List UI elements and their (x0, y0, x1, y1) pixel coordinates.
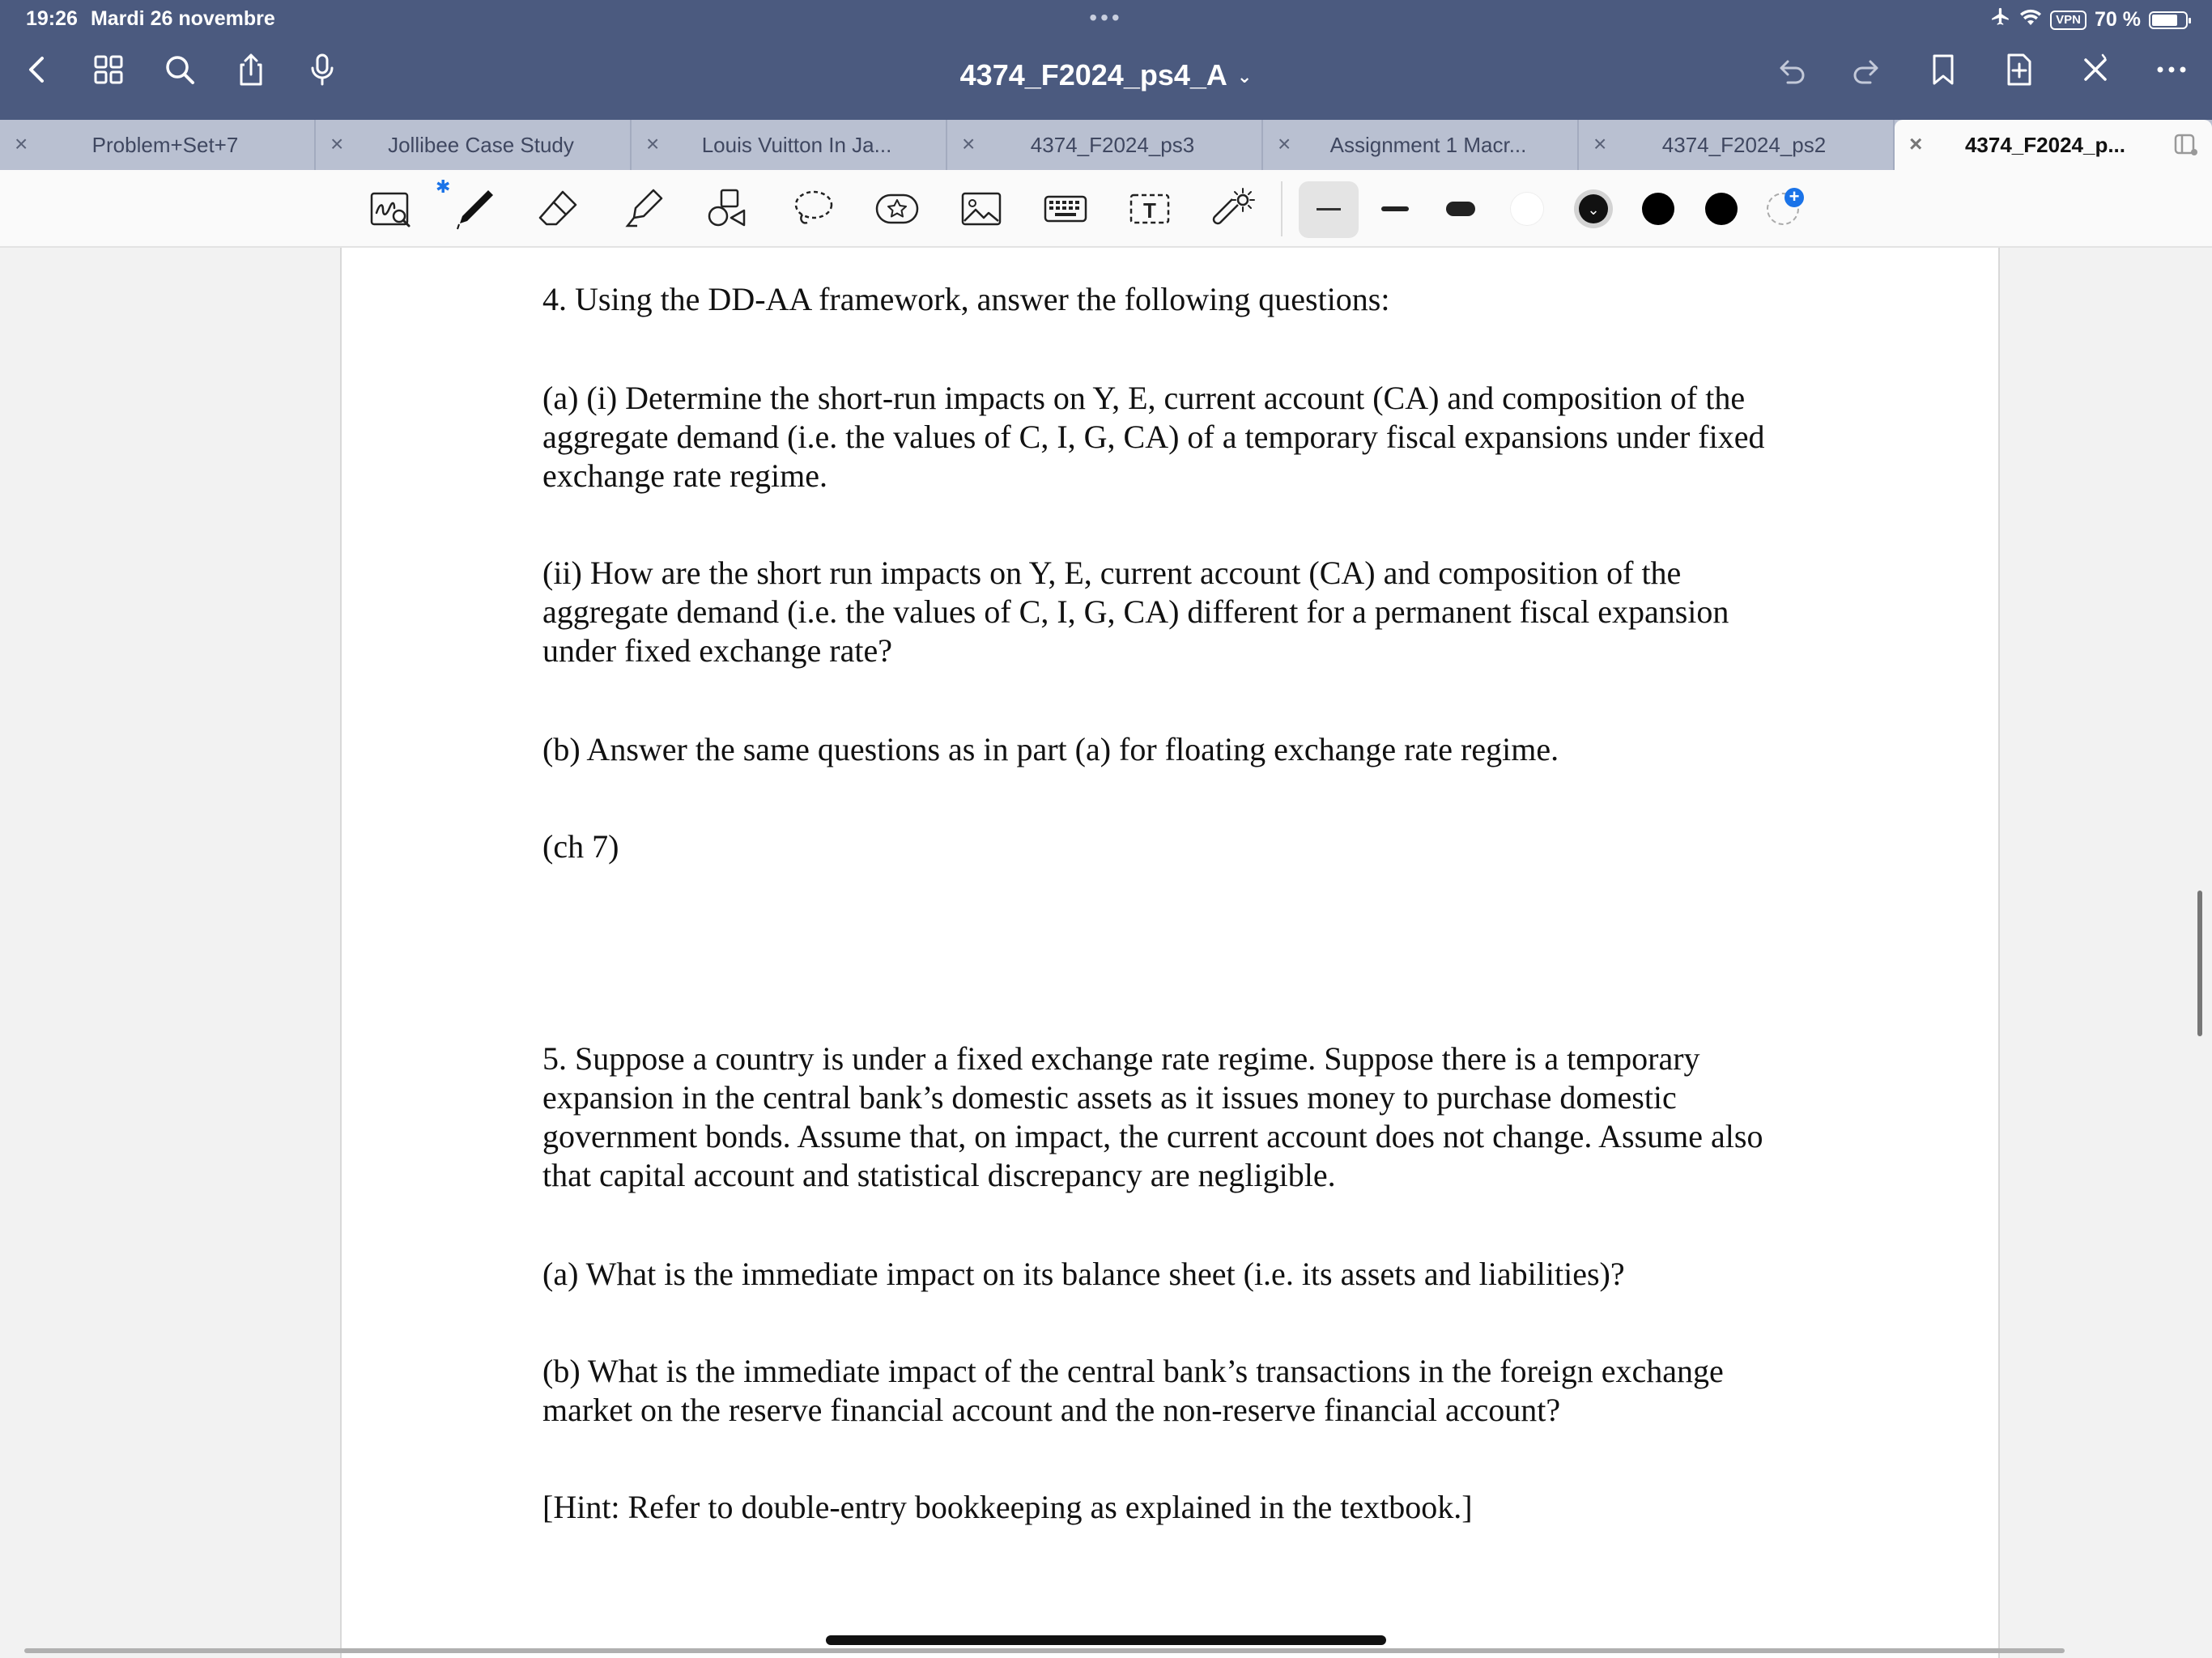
tab-close-icon[interactable]: × (1278, 131, 1291, 156)
add-page-icon[interactable] (2000, 50, 2039, 89)
add-color-button[interactable] (1767, 186, 1800, 225)
tab-label[interactable]: Assignment 1 Macr... (1329, 132, 1527, 157)
tab-ps4-active[interactable] (1895, 120, 2212, 170)
microphone-icon[interactable] (303, 50, 342, 89)
lasso-tool-icon[interactable] (789, 185, 837, 233)
color-swatch-black-3[interactable] (1705, 193, 1738, 225)
document-tabs (0, 120, 2212, 170)
color-swatch-white[interactable] (1511, 193, 1543, 225)
battery-icon (2149, 11, 2188, 29)
home-indicator[interactable] (826, 1635, 1386, 1645)
image-tool-icon[interactable] (957, 185, 1006, 233)
thickness-thin[interactable] (1317, 208, 1341, 210)
question-5b: (b) What is the immediate impact of the central bank’s transactions in the foreign exchange market on the reserve financial account and the non-reserve financial account? (542, 1353, 1724, 1428)
question-5-hint: [Hint: Refer to double-entry bookkeeping as explained in the textbook.] (542, 1489, 1473, 1525)
bluetooth-icon: ✱ (436, 176, 451, 197)
tab-problem-set-7[interactable] (0, 120, 316, 170)
text-tool-glyph: T (1143, 198, 1156, 223)
question-5-intro: 5. Suppose a country is under a fixed exchange rate regime. Suppose there is a temporary expansion in the central bank’s domestic assets as it issues money to purchase domestic government bonds. Assume that, on impact, the current account does not change. Assume also that capital account and statistical discrepancy are negligible. (542, 1040, 1763, 1193)
redo-icon[interactable] (1848, 50, 1887, 89)
tab-close-icon[interactable]: × (962, 131, 976, 156)
question-4a-ii: (ii) How are the short run impacts on Y, E, current account (CA) and composition of the aggregate demand (i.e. the values of C, I, G, CA) different for a permanent fiscal expansion under fixed exchange rate? (542, 555, 1729, 669)
tab-close-icon[interactable]: × (330, 131, 344, 156)
shapes-tool-icon[interactable] (703, 185, 751, 233)
question-5a: (a) What is the immediate impact on its balance sheet (i.e. its assets and liabilities)? (542, 1256, 1625, 1292)
more-options-icon[interactable] (2152, 50, 2191, 89)
color-swatch-black-2[interactable] (1642, 193, 1674, 225)
tab-ps3[interactable] (947, 120, 1263, 170)
vpn-badge: VPN (2050, 11, 2087, 30)
handwriting-search-icon[interactable] (368, 185, 416, 233)
thickness-thick[interactable] (1446, 202, 1475, 216)
eraser-tool-icon[interactable] (534, 185, 583, 233)
plus-icon[interactable]: + (1784, 188, 1804, 207)
tab-close-icon[interactable]: × (15, 131, 28, 156)
tab-close-icon[interactable]: × (1909, 131, 1923, 156)
tab-ps2[interactable] (1579, 120, 1895, 170)
battery-percent: 70 % (2095, 8, 2141, 31)
clock: 19:26 (26, 7, 78, 30)
laser-pointer-tool-icon[interactable] (1210, 185, 1258, 233)
tab-label[interactable]: 4374_F2024_ps2 (1661, 132, 1827, 157)
annotation-toolbar (0, 170, 2212, 248)
question-4-reference: (ch 7) (542, 828, 619, 865)
document-title-text[interactable]: 4374_F2024_ps4_A (959, 58, 1227, 91)
document-title[interactable] (960, 58, 1253, 92)
tab-close-icon[interactable]: × (1593, 131, 1607, 156)
tab-label[interactable]: Jollibee Case Study (388, 132, 574, 157)
question-4-title: 4. Using the DD-AA framework, answer the following questions: (542, 281, 1390, 317)
wifi-icon (2019, 7, 2042, 32)
tab-jollibee-case-study[interactable] (316, 120, 632, 170)
status-indicators (1990, 6, 2188, 33)
back-button[interactable] (18, 50, 57, 89)
color-swatch-black-selected[interactable]: ⌄ (1579, 194, 1608, 223)
text-box-tool-icon[interactable] (1125, 185, 1174, 233)
pdf-page[interactable] (340, 248, 2000, 1658)
color-swatch-selected-ring[interactable] (1574, 189, 1613, 228)
nav-left-group (18, 50, 342, 89)
multitasking-dots[interactable]: ••• (1089, 5, 1123, 30)
new-window-icon[interactable] (2173, 133, 2199, 163)
nav-right-group (1772, 50, 2191, 89)
tab-label[interactable]: 4374_F2024_p... (1964, 132, 2126, 157)
top-header (0, 0, 2212, 120)
close-tools-icon[interactable] (2076, 50, 2115, 89)
search-icon[interactable] (160, 50, 199, 89)
status-date: Mardi 26 novembre (90, 7, 275, 30)
airplane-icon (1990, 6, 2011, 33)
share-icon[interactable] (232, 50, 270, 89)
highlighter-tool-icon[interactable] (620, 185, 669, 233)
tab-label[interactable]: Louis Vuitton In Ja... (701, 132, 892, 157)
tab-label[interactable]: 4374_F2024_ps3 (1030, 132, 1195, 157)
tab-assignment-1[interactable] (1263, 120, 1579, 170)
tab-close-icon[interactable]: × (646, 131, 660, 156)
question-4b: (b) Answer the same questions as in part (a) for floating exchange rate regime. (542, 731, 1559, 767)
keyboard-tool-icon[interactable] (1041, 185, 1090, 233)
horizontal-scrollbar[interactable] (24, 1648, 2065, 1653)
chevron-down-icon[interactable]: ⌄ (1236, 66, 1253, 87)
bookmark-icon[interactable] (1924, 50, 1963, 89)
tab-louis-vuitton[interactable] (632, 120, 947, 170)
thickness-medium[interactable] (1381, 206, 1409, 211)
undo-icon[interactable] (1772, 50, 1810, 89)
sticker-tool-icon[interactable] (873, 185, 921, 233)
grid-view-icon[interactable] (89, 50, 128, 89)
pen-tool-icon[interactable] (450, 185, 499, 233)
toolbar-divider (1281, 181, 1283, 236)
question-4a-i: (a) (i) Determine the short-run impacts on Y, E, current account (CA) and composition of the aggregate demand (i.e. the values of C, I, G, CA) of a temporary fiscal expansions under fixed exchange rate regime. (542, 380, 1765, 494)
status-time (26, 7, 275, 31)
tab-label[interactable]: Problem+Set+7 (91, 132, 239, 157)
vertical-scrollbar[interactable] (2197, 891, 2202, 1036)
